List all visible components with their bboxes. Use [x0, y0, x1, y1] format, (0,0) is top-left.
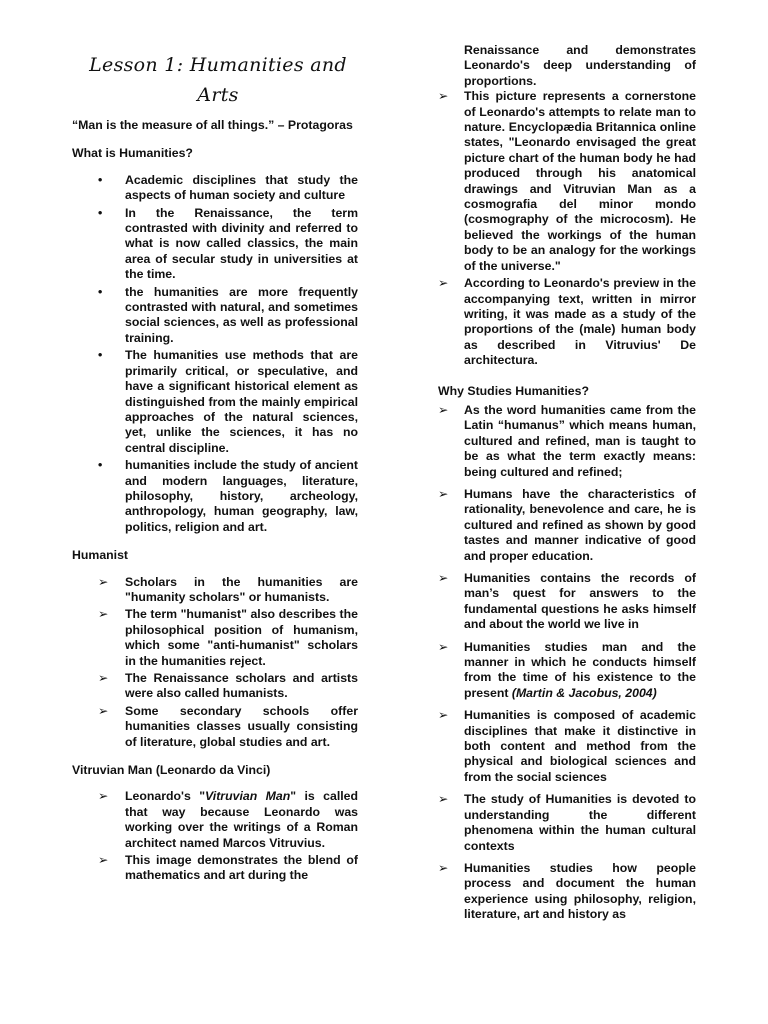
list-item: • The humanities use methods that are primarily critical, or speculative, and have a significant historical element as distinguished from the mainly empirical approaches of the natural sciences, yet, unlike the sciences, it has no central discipline.: [98, 348, 358, 455]
arrow-bullet-icon: ➢: [438, 639, 449, 654]
list-item: ➢ Humans have the characteristics of rationality, benevolence and care, he is cultured and refined as shown by good tastes and manner indicative of good and proper education.: [438, 486, 696, 563]
citation: (Martin & Jacobus, 2004): [511, 685, 657, 700]
list-item: • humanities include the study of ancient and modern languages, literature, philosophy, history, archeology, anthropology, human geography, law, politics, religion and art.: [98, 458, 358, 534]
left-column: [72, 0, 358, 886]
why-study-humanities-heading: Why Studies Humanities?: [438, 383, 589, 398]
list-item: ➢ Humanities is composed of academic disciplines that make it distinctive in both content and method from the physical and biological sciences and from the social sciences: [438, 708, 696, 784]
bullet-icon: •: [98, 348, 103, 363]
humanist-list: [72, 575, 358, 750]
vitruvian-man-heading: Vitruvian Man (Leonardo da Vinci): [72, 763, 271, 778]
title-line-1: Lesson 1: Humanities and: [89, 54, 347, 76]
protagoras-quote: “Man is the measure of all things.” – Protagoras: [72, 118, 353, 132]
bullet-icon: •: [98, 205, 103, 220]
list-item: ➢ Humanities contains the records of man’s quest for answers to the fundamental questions he asks himself and about the world we live in: [438, 571, 696, 632]
bullet-icon: •: [98, 284, 103, 299]
what-is-humanities-heading: What is Humanities?: [72, 146, 193, 161]
humanist-heading: Humanist: [72, 548, 129, 563]
arrow-bullet-icon: ➢: [438, 860, 449, 875]
list-item: ➢ The study of Humanities is devoted to understanding the different phenomena within the human cultural contexts: [438, 792, 696, 853]
arrow-bullet-icon: ➢: [438, 708, 449, 723]
arrow-bullet-icon: ➢: [98, 574, 109, 589]
list-item: ➢ Leonardo's "Vitruvian Man" is called that way because Leonardo was working over the writings of a Roman architect named Marcos Vitruvius.: [98, 789, 359, 850]
list-item: ➢ As the word humanities came from the Latin “humanus” which means human, cultured and refined, man is taught to be as what the term exactly means: being cultured and refined;: [438, 402, 696, 479]
what-is-humanities-list: [72, 173, 358, 535]
why-study-humanities-list: [438, 403, 696, 923]
arrow-bullet-icon: ➢: [438, 402, 449, 417]
vitruvian-list-left: [72, 789, 358, 883]
arrow-bullet-icon: ➢: [98, 703, 109, 718]
arrow-bullet-icon: ➢: [98, 853, 109, 868]
list-item: • Academic disciplines that study the aspects of human society and culture: [98, 172, 358, 203]
list-item-continuation: Renaissance and demonstrates Leonardo's deep understanding of proportions.: [464, 43, 696, 88]
arrow-bullet-icon: ➢: [438, 89, 449, 104]
list-item: ➢ According to Leonardo's preview in the accompanying text, written in mirror writing, it was made as a study of the proportions of the (male) human body as described in Vitruvius' De architectura.: [438, 276, 696, 368]
arrow-bullet-icon: ➢: [438, 792, 449, 807]
bullet-icon: •: [98, 458, 103, 473]
vitruvian-list-right: [438, 89, 696, 368]
list-item: ➢ Some secondary schools offer humanities classes usually consisting of literature, global studies and art.: [98, 703, 358, 749]
list-item: ➢ Humanities studies how people process and document the human experience using philosophy, religion, literature, art and history as: [438, 860, 696, 922]
list-item: • In the Renaissance, the term contrasted with divinity and referred to what is now called classics, the main area of secular study in universities at the time.: [98, 205, 358, 282]
arrow-bullet-icon: ➢: [98, 671, 109, 685]
title-line-2: Arts: [197, 84, 239, 106]
list-item: ➢ The term "humanist" also describes the philosophical position of humanism, which some "anti-humanist" scholars in the humanities reject.: [98, 607, 358, 668]
list-item: ➢ Scholars in the humanities are "humanity scholars" or humanists.: [98, 574, 358, 604]
right-column: [438, 43, 696, 930]
arrow-bullet-icon: ➢: [438, 571, 449, 585]
vitruvian-man-title: Vitruvian Man: [205, 789, 291, 804]
list-item: ➢ Humanities studies man and the manner in which he conducts himself from the time of his existence to the present (Martin & Jacobus, 2004): [438, 639, 696, 700]
page-title: [72, 50, 358, 110]
arrow-bullet-icon: ➢: [98, 607, 109, 622]
list-item: ➢ This picture represents a cornerstone of Leonardo's attempts to relate man to nature. Encyclopædia Britannica online states, "Leonardo envisaged the great picture chart of the human body he had produced through his anatomical drawings and Vitruvian Man as a cosmografia del minor mondo (cosmography of the microcosm). He believed the workings of the human body to be an analogy for the workings of the universe.": [438, 89, 696, 273]
arrow-bullet-icon: ➢: [98, 789, 109, 804]
list-item: ➢ This image demonstrates the blend of mathematics and art during the: [98, 853, 358, 883]
list-item: ➢ The Renaissance scholars and artists were also called humanists.: [98, 671, 358, 701]
arrow-bullet-icon: ➢: [438, 486, 449, 501]
list-item: • the humanities are more frequently contrasted with natural, and sometimes social sciences, as well as professional training.: [98, 284, 358, 345]
arrow-bullet-icon: ➢: [438, 276, 449, 291]
bullet-icon: •: [98, 172, 103, 187]
